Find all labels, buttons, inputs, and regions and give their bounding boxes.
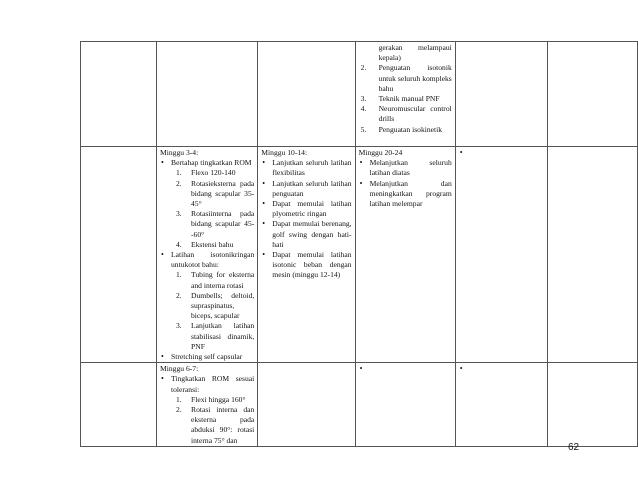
table-row bbox=[81, 42, 638, 147]
list-item: • Latihan isotonikringan untukotot bahu: 1. Tubing for eksterna and interna rotasi 2. Dumbells; deltoid, supraspinatus, biceps, scapular 3. Lanjutkan latihan stabilisasi dinamik, PNF bbox=[160, 250, 254, 352]
list-item: • Melanjutkan dan meningkatkan program latihan melempar bbox=[359, 179, 452, 210]
list-item: 5. Penguatan isokinetik bbox=[360, 124, 443, 134]
empty-bullet: • bbox=[459, 148, 463, 157]
bullet-list bbox=[261, 158, 351, 280]
table-cell bbox=[455, 42, 547, 147]
week-header: Minggu 3-4: bbox=[160, 148, 199, 157]
table-cell bbox=[258, 363, 355, 447]
table-cell bbox=[258, 147, 355, 363]
list-item: 4. Neuromuscular control drills bbox=[360, 104, 452, 124]
page-number: 62 bbox=[568, 442, 580, 453]
list-item: • Lanjutkan seluruh latihan penguatan bbox=[261, 179, 351, 199]
table-cell bbox=[81, 42, 157, 147]
numbered-list bbox=[359, 63, 452, 134]
list-item: 2. Rotasi interna dan eksterna pada abduksi 90°: rotasi interna 75° dan bbox=[176, 405, 255, 445]
list-item: • Dapat memulai berenang, golf swing dengan hati-hati bbox=[261, 219, 351, 250]
table-cell bbox=[547, 363, 637, 447]
week-header: Minggu 6-7: bbox=[160, 364, 199, 374]
table-cell bbox=[455, 147, 547, 363]
table-cell bbox=[81, 363, 157, 447]
list-item: 2. Dumbells; deltoid, supraspinatus, biceps, scapular bbox=[176, 290, 255, 321]
table-row bbox=[81, 147, 638, 363]
table-row bbox=[81, 363, 638, 447]
table-cell bbox=[157, 42, 258, 147]
list-item: • Dapat memulai latihan isotonic beban dengan mesin (minggu 12-14) bbox=[261, 250, 351, 281]
week-header: Minggu 10-14: bbox=[261, 148, 308, 157]
list-item: 1. Flexo 120-140 bbox=[176, 168, 236, 178]
list-item: • Melanjutkan seluruh latihan diatas bbox=[359, 158, 452, 178]
list-item: 3. Lanjutkan latihan stabilisasi dinamik, PNF bbox=[176, 321, 255, 351]
table-cell bbox=[355, 42, 455, 147]
table-cell bbox=[547, 147, 637, 363]
list-item: 3. Teknik manual PNF bbox=[360, 94, 440, 104]
bullet-list bbox=[160, 374, 254, 445]
empty-bullet: • bbox=[459, 364, 463, 374]
list-item: • Lanjutkan seluruh latihan flexibilitas bbox=[261, 158, 351, 178]
table-cell bbox=[547, 42, 637, 147]
list-item: • Tingkatkan ROM sesuai toleransi: 1. Flexi hingga 160° 2. Rotasi interna dan eksterna pada abduksi 90°: rotasi interna 75° dan bbox=[160, 374, 254, 445]
table-cell bbox=[455, 363, 547, 447]
list-item: 4. Ekstensi bahu bbox=[176, 239, 234, 249]
list-item: • Bertahap tingkatkan ROM 1. Flexo 120-140 2. Rotasieksterna pada bidang scapular 35-45° 3. Rotasiinterna pada bidang scapular 45--60° 4. Ekstensi bahu bbox=[160, 158, 254, 250]
numbered-list bbox=[171, 395, 254, 446]
list-item: • Dapat memulai latihan plyometric ringan bbox=[261, 199, 351, 219]
list-item: 2. Rotasieksterna pada bidang scapular 35-45° bbox=[176, 178, 255, 209]
list-item: • Stretching self capsular bbox=[160, 352, 254, 362]
continuation-text: gerakan melampaui kepala) bbox=[378, 43, 452, 63]
list-item: 1. Flexi hingga 160° bbox=[176, 394, 246, 404]
bullet-list bbox=[359, 158, 452, 209]
table-cell bbox=[258, 42, 355, 147]
week-header: Minggu 20-24 bbox=[358, 148, 403, 157]
table-cell bbox=[157, 363, 258, 447]
list-item: 3. Rotasiinterna pada bidang scapular 45--60° bbox=[176, 209, 255, 239]
list-item: 1. Tubing for eksterna and interna rotasi bbox=[176, 270, 255, 290]
list-item: 2. Penguatan isotonik untuk seluruh kompleks bahu bbox=[360, 63, 452, 93]
table-cell bbox=[355, 363, 455, 447]
bullet-list bbox=[160, 158, 254, 362]
empty-bullet: • bbox=[359, 364, 363, 374]
rehab-protocol-table bbox=[80, 41, 638, 447]
table-cell bbox=[81, 147, 157, 363]
table-cell bbox=[355, 147, 455, 363]
numbered-list bbox=[171, 270, 254, 352]
numbered-list bbox=[171, 168, 254, 250]
table-cell bbox=[157, 147, 258, 363]
